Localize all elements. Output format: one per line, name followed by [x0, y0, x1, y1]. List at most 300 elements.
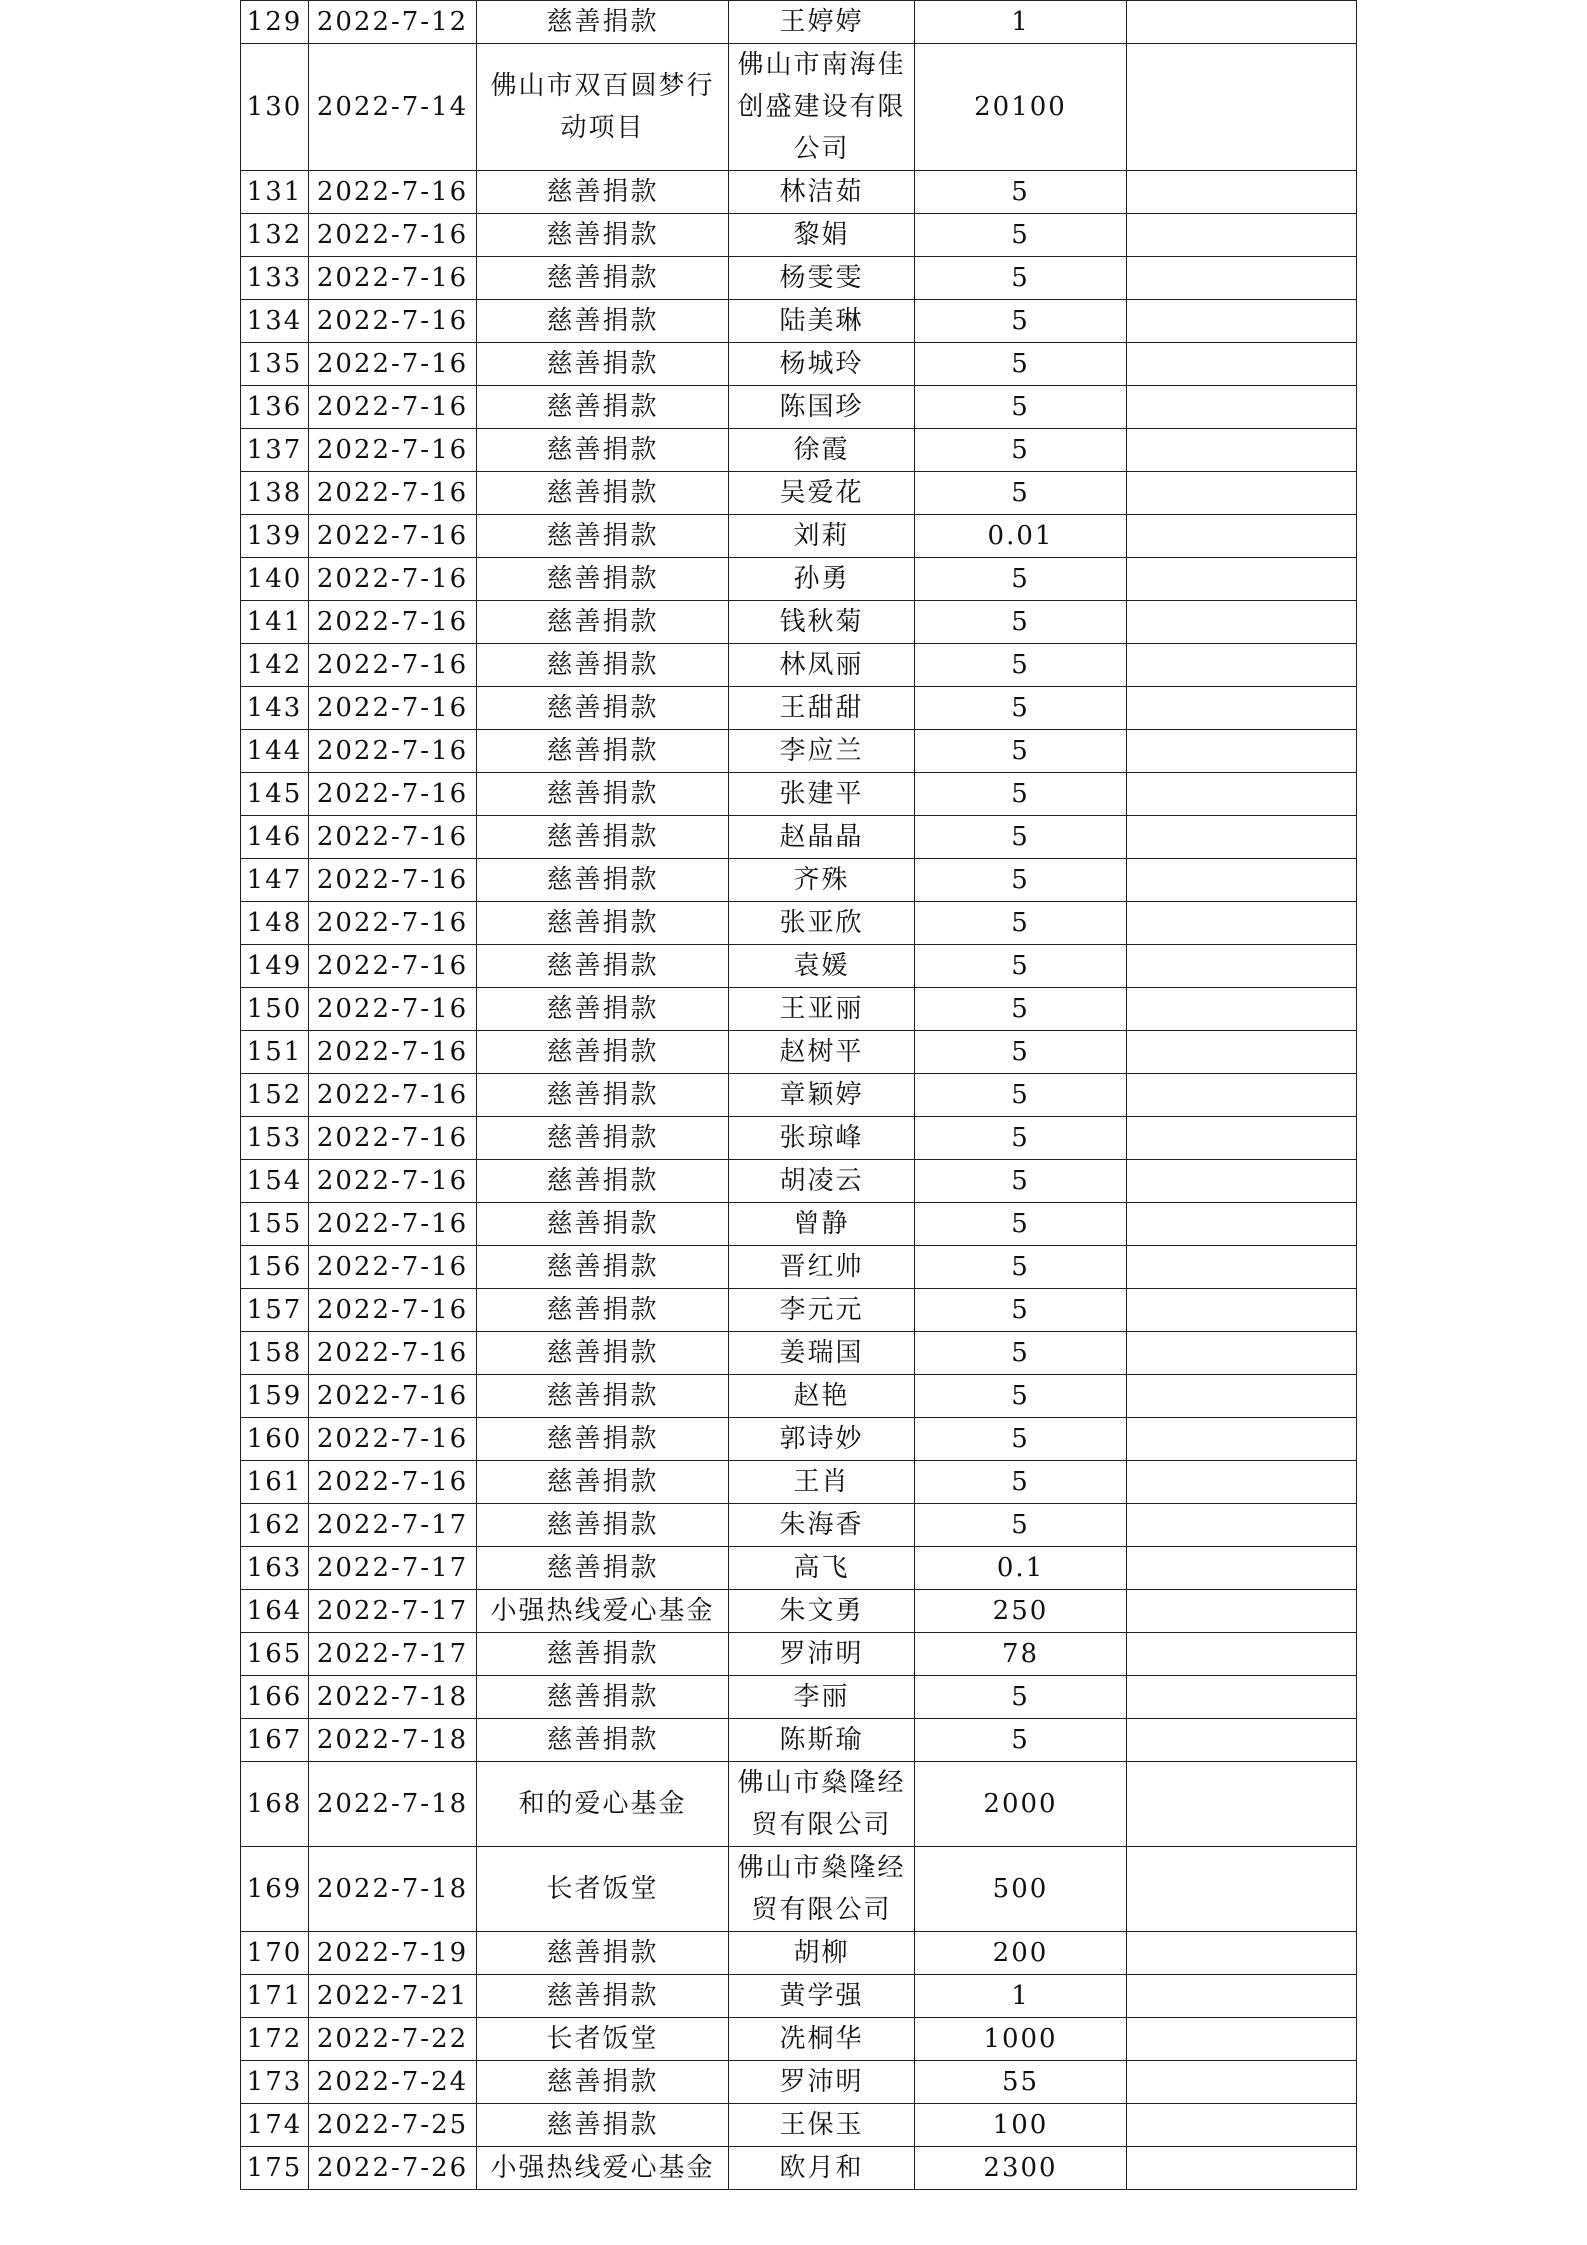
note-cell [1127, 1031, 1357, 1074]
note-cell [1127, 1160, 1357, 1203]
row-number-cell: 147 [241, 859, 309, 902]
date-cell: 2022-7-16 [309, 558, 477, 601]
table-row [241, 1719, 1357, 1762]
donor-cell: 徐霞 [729, 429, 915, 472]
note-cell [1127, 1676, 1357, 1719]
note-cell [1127, 1418, 1357, 1461]
project-cell: 慈善捐款 [477, 214, 729, 257]
date-cell: 2022-7-16 [309, 601, 477, 644]
amount-cell: 5 [915, 386, 1127, 429]
donor-cell: 朱文勇 [729, 1590, 915, 1633]
note-cell [1127, 558, 1357, 601]
project-cell: 慈善捐款 [477, 1246, 729, 1289]
table-row [241, 1074, 1357, 1117]
amount-cell: 5 [915, 773, 1127, 816]
note-cell [1127, 1932, 1357, 1975]
date-cell: 2022-7-16 [309, 171, 477, 214]
row-number-cell: 164 [241, 1590, 309, 1633]
table-row [241, 257, 1357, 300]
date-cell: 2022-7-16 [309, 988, 477, 1031]
table-row [241, 1289, 1357, 1332]
date-cell: 2022-7-18 [309, 1762, 477, 1847]
note-cell [1127, 644, 1357, 687]
row-number-cell: 169 [241, 1847, 309, 1932]
table-row [241, 214, 1357, 257]
donor-cell: 赵树平 [729, 1031, 915, 1074]
table-row [241, 300, 1357, 343]
donor-cell: 刘莉 [729, 515, 915, 558]
amount-cell: 5 [915, 1031, 1127, 1074]
donor-cell: 佛山市燊隆经贸有限公司 [729, 1762, 915, 1847]
project-cell: 慈善捐款 [477, 1418, 729, 1461]
table-row [241, 1418, 1357, 1461]
row-number-cell: 129 [241, 1, 309, 44]
donor-cell: 杨雯雯 [729, 257, 915, 300]
donor-cell: 张建平 [729, 773, 915, 816]
amount-cell: 5 [915, 687, 1127, 730]
donor-cell: 孙勇 [729, 558, 915, 601]
amount-cell: 5 [915, 300, 1127, 343]
note-cell [1127, 945, 1357, 988]
amount-cell: 1 [915, 1, 1127, 44]
project-cell: 慈善捐款 [477, 1289, 729, 1332]
table-row [241, 730, 1357, 773]
note-cell [1127, 859, 1357, 902]
row-number-cell: 150 [241, 988, 309, 1031]
table-row [241, 1117, 1357, 1160]
row-number-cell: 160 [241, 1418, 309, 1461]
project-cell: 慈善捐款 [477, 859, 729, 902]
project-cell: 慈善捐款 [477, 1332, 729, 1375]
date-cell: 2022-7-22 [309, 2018, 477, 2061]
project-cell: 慈善捐款 [477, 773, 729, 816]
project-cell: 慈善捐款 [477, 816, 729, 859]
table-row [241, 1246, 1357, 1289]
amount-cell: 5 [915, 730, 1127, 773]
table-row [241, 1762, 1357, 1847]
note-cell [1127, 773, 1357, 816]
donor-cell: 赵艳 [729, 1375, 915, 1418]
table-row [241, 687, 1357, 730]
table-row [241, 1633, 1357, 1676]
date-cell: 2022-7-17 [309, 1590, 477, 1633]
table-row [241, 386, 1357, 429]
table-row [241, 601, 1357, 644]
note-cell [1127, 1074, 1357, 1117]
row-number-cell: 146 [241, 816, 309, 859]
date-cell: 2022-7-16 [309, 515, 477, 558]
project-cell: 慈善捐款 [477, 988, 729, 1031]
table-row [241, 1375, 1357, 1418]
note-cell [1127, 44, 1357, 171]
project-cell: 慈善捐款 [477, 1203, 729, 1246]
project-cell: 慈善捐款 [477, 300, 729, 343]
amount-cell: 5 [915, 1332, 1127, 1375]
row-number-cell: 156 [241, 1246, 309, 1289]
donor-cell: 陆美琳 [729, 300, 915, 343]
note-cell [1127, 1332, 1357, 1375]
table-row [241, 2018, 1357, 2061]
amount-cell: 55 [915, 2061, 1127, 2104]
amount-cell: 5 [915, 1676, 1127, 1719]
row-number-cell: 139 [241, 515, 309, 558]
table-row [241, 1676, 1357, 1719]
note-cell [1127, 988, 1357, 1031]
date-cell: 2022-7-16 [309, 773, 477, 816]
note-cell [1127, 816, 1357, 859]
row-number-cell: 149 [241, 945, 309, 988]
amount-cell: 5 [915, 214, 1127, 257]
project-cell: 慈善捐款 [477, 2104, 729, 2147]
note-cell [1127, 2147, 1357, 2190]
row-number-cell: 157 [241, 1289, 309, 1332]
note-cell [1127, 214, 1357, 257]
row-number-cell: 168 [241, 1762, 309, 1847]
date-cell: 2022-7-12 [309, 1, 477, 44]
donor-cell: 吴爱花 [729, 472, 915, 515]
amount-cell: 5 [915, 1074, 1127, 1117]
project-cell: 慈善捐款 [477, 515, 729, 558]
amount-cell: 5 [915, 171, 1127, 214]
note-cell [1127, 1633, 1357, 1676]
project-cell: 小强热线爱心基金 [477, 2147, 729, 2190]
row-number-cell: 143 [241, 687, 309, 730]
row-number-cell: 161 [241, 1461, 309, 1504]
table-row [241, 2061, 1357, 2104]
donor-cell: 黎娟 [729, 214, 915, 257]
row-number-cell: 142 [241, 644, 309, 687]
donor-cell: 杨城玲 [729, 343, 915, 386]
donor-cell: 王亚丽 [729, 988, 915, 1031]
donor-cell: 袁媛 [729, 945, 915, 988]
amount-cell: 5 [915, 1246, 1127, 1289]
date-cell: 2022-7-18 [309, 1676, 477, 1719]
donor-cell: 章颖婷 [729, 1074, 915, 1117]
note-cell [1127, 1975, 1357, 2018]
project-cell: 慈善捐款 [477, 386, 729, 429]
note-cell [1127, 386, 1357, 429]
note-cell [1127, 1504, 1357, 1547]
table-row [241, 1, 1357, 44]
note-cell [1127, 515, 1357, 558]
note-cell [1127, 171, 1357, 214]
table-row [241, 1203, 1357, 1246]
project-cell: 慈善捐款 [477, 257, 729, 300]
donor-cell: 高飞 [729, 1547, 915, 1590]
amount-cell: 1000 [915, 2018, 1127, 2061]
amount-cell: 78 [915, 1633, 1127, 1676]
date-cell: 2022-7-17 [309, 1547, 477, 1590]
row-number-cell: 138 [241, 472, 309, 515]
project-cell: 小强热线爱心基金 [477, 1590, 729, 1633]
project-cell: 慈善捐款 [477, 902, 729, 945]
donor-cell: 欧月和 [729, 2147, 915, 2190]
note-cell [1127, 601, 1357, 644]
donor-cell: 曾静 [729, 1203, 915, 1246]
note-cell [1127, 902, 1357, 945]
date-cell: 2022-7-14 [309, 44, 477, 171]
amount-cell: 5 [915, 1375, 1127, 1418]
amount-cell: 2300 [915, 2147, 1127, 2190]
date-cell: 2022-7-17 [309, 1633, 477, 1676]
row-number-cell: 137 [241, 429, 309, 472]
row-number-cell: 171 [241, 1975, 309, 2018]
date-cell: 2022-7-16 [309, 816, 477, 859]
project-cell: 慈善捐款 [477, 644, 729, 687]
date-cell: 2022-7-16 [309, 1246, 477, 1289]
donor-cell: 林凤丽 [729, 644, 915, 687]
donor-cell: 林洁茹 [729, 171, 915, 214]
table-row [241, 515, 1357, 558]
note-cell [1127, 1719, 1357, 1762]
date-cell: 2022-7-16 [309, 257, 477, 300]
note-cell [1127, 1203, 1357, 1246]
project-cell: 慈善捐款 [477, 343, 729, 386]
date-cell: 2022-7-16 [309, 644, 477, 687]
row-number-cell: 152 [241, 1074, 309, 1117]
row-number-cell: 175 [241, 2147, 309, 2190]
project-cell: 慈善捐款 [477, 1031, 729, 1074]
date-cell: 2022-7-16 [309, 1332, 477, 1375]
project-cell: 慈善捐款 [477, 429, 729, 472]
note-cell [1127, 1289, 1357, 1332]
project-cell: 慈善捐款 [477, 1504, 729, 1547]
amount-cell: 5 [915, 1203, 1127, 1246]
project-cell: 慈善捐款 [477, 601, 729, 644]
table-row [241, 1461, 1357, 1504]
date-cell: 2022-7-16 [309, 472, 477, 515]
row-number-cell: 135 [241, 343, 309, 386]
donor-cell: 齐殊 [729, 859, 915, 902]
row-number-cell: 130 [241, 44, 309, 171]
date-cell: 2022-7-26 [309, 2147, 477, 2190]
table-row [241, 1504, 1357, 1547]
project-cell: 慈善捐款 [477, 1375, 729, 1418]
amount-cell: 250 [915, 1590, 1127, 1633]
donor-cell: 佛山市南海佳创盛建设有限公司 [729, 44, 915, 171]
project-cell: 慈善捐款 [477, 558, 729, 601]
project-cell: 慈善捐款 [477, 730, 729, 773]
table-row [241, 1975, 1357, 2018]
amount-cell: 5 [915, 816, 1127, 859]
project-cell: 慈善捐款 [477, 1719, 729, 1762]
amount-cell: 200 [915, 1932, 1127, 1975]
date-cell: 2022-7-21 [309, 1975, 477, 2018]
amount-cell: 5 [915, 343, 1127, 386]
date-cell: 2022-7-25 [309, 2104, 477, 2147]
donor-cell: 陈斯瑜 [729, 1719, 915, 1762]
amount-cell: 500 [915, 1847, 1127, 1932]
note-cell [1127, 300, 1357, 343]
project-cell: 佛山市双百圆梦行动项目 [477, 44, 729, 171]
donor-cell: 冼桐华 [729, 2018, 915, 2061]
project-cell: 慈善捐款 [477, 1074, 729, 1117]
amount-cell: 5 [915, 1289, 1127, 1332]
table-row [241, 558, 1357, 601]
date-cell: 2022-7-16 [309, 1074, 477, 1117]
amount-cell: 0.01 [915, 515, 1127, 558]
note-cell [1127, 472, 1357, 515]
row-number-cell: 153 [241, 1117, 309, 1160]
amount-cell: 5 [915, 257, 1127, 300]
amount-cell: 5 [915, 1117, 1127, 1160]
note-cell [1127, 2061, 1357, 2104]
project-cell: 慈善捐款 [477, 1160, 729, 1203]
project-cell: 长者饭堂 [477, 2018, 729, 2061]
note-cell [1127, 343, 1357, 386]
note-cell [1127, 1, 1357, 44]
amount-cell: 5 [915, 472, 1127, 515]
donor-cell: 张琼峰 [729, 1117, 915, 1160]
donor-cell: 罗沛明 [729, 2061, 915, 2104]
row-number-cell: 141 [241, 601, 309, 644]
row-number-cell: 167 [241, 1719, 309, 1762]
donation-table [240, 0, 1357, 2190]
donor-cell: 罗沛明 [729, 1633, 915, 1676]
table-row [241, 859, 1357, 902]
table-row [241, 1547, 1357, 1590]
note-cell [1127, 687, 1357, 730]
note-cell [1127, 1375, 1357, 1418]
table-row [241, 429, 1357, 472]
table-row [241, 2104, 1357, 2147]
date-cell: 2022-7-16 [309, 730, 477, 773]
row-number-cell: 133 [241, 257, 309, 300]
donor-cell: 郭诗妙 [729, 1418, 915, 1461]
date-cell: 2022-7-18 [309, 1719, 477, 1762]
date-cell: 2022-7-16 [309, 214, 477, 257]
amount-cell: 100 [915, 2104, 1127, 2147]
table-row [241, 1847, 1357, 1932]
row-number-cell: 174 [241, 2104, 309, 2147]
donor-cell: 王婷婷 [729, 1, 915, 44]
table-row [241, 902, 1357, 945]
date-cell: 2022-7-18 [309, 1847, 477, 1932]
amount-cell: 5 [915, 601, 1127, 644]
donor-cell: 王肖 [729, 1461, 915, 1504]
row-number-cell: 166 [241, 1676, 309, 1719]
project-cell: 慈善捐款 [477, 2061, 729, 2104]
donor-cell: 朱海香 [729, 1504, 915, 1547]
table-row [241, 1031, 1357, 1074]
date-cell: 2022-7-16 [309, 687, 477, 730]
project-cell: 慈善捐款 [477, 1117, 729, 1160]
date-cell: 2022-7-16 [309, 902, 477, 945]
date-cell: 2022-7-16 [309, 1117, 477, 1160]
table-row [241, 816, 1357, 859]
date-cell: 2022-7-24 [309, 2061, 477, 2104]
note-cell [1127, 2104, 1357, 2147]
date-cell: 2022-7-16 [309, 386, 477, 429]
table-row [241, 2147, 1357, 2190]
row-number-cell: 136 [241, 386, 309, 429]
date-cell: 2022-7-17 [309, 1504, 477, 1547]
donor-cell: 晋红帅 [729, 1246, 915, 1289]
note-cell [1127, 1246, 1357, 1289]
donor-cell: 黄学强 [729, 1975, 915, 2018]
row-number-cell: 154 [241, 1160, 309, 1203]
date-cell: 2022-7-16 [309, 1203, 477, 1246]
table-row [241, 1590, 1357, 1633]
project-cell: 和的爱心基金 [477, 1762, 729, 1847]
table-row [241, 644, 1357, 687]
table-body [241, 1, 1357, 2190]
row-number-cell: 140 [241, 558, 309, 601]
note-cell [1127, 1847, 1357, 1932]
date-cell: 2022-7-16 [309, 1375, 477, 1418]
row-number-cell: 163 [241, 1547, 309, 1590]
row-number-cell: 159 [241, 1375, 309, 1418]
row-number-cell: 173 [241, 2061, 309, 2104]
row-number-cell: 162 [241, 1504, 309, 1547]
note-cell [1127, 429, 1357, 472]
note-cell [1127, 1762, 1357, 1847]
amount-cell: 5 [915, 902, 1127, 945]
row-number-cell: 132 [241, 214, 309, 257]
project-cell: 长者饭堂 [477, 1847, 729, 1932]
date-cell: 2022-7-16 [309, 945, 477, 988]
amount-cell: 5 [915, 988, 1127, 1031]
amount-cell: 5 [915, 644, 1127, 687]
row-number-cell: 172 [241, 2018, 309, 2061]
note-cell [1127, 730, 1357, 773]
amount-cell: 20100 [915, 44, 1127, 171]
date-cell: 2022-7-16 [309, 1289, 477, 1332]
donor-cell: 胡柳 [729, 1932, 915, 1975]
date-cell: 2022-7-16 [309, 300, 477, 343]
table-row [241, 472, 1357, 515]
row-number-cell: 134 [241, 300, 309, 343]
note-cell [1127, 1117, 1357, 1160]
donor-cell: 李丽 [729, 1676, 915, 1719]
date-cell: 2022-7-16 [309, 1031, 477, 1074]
date-cell: 2022-7-16 [309, 1461, 477, 1504]
note-cell [1127, 2018, 1357, 2061]
table-row [241, 343, 1357, 386]
donor-cell: 李元元 [729, 1289, 915, 1332]
row-number-cell: 165 [241, 1633, 309, 1676]
donor-cell: 胡凌云 [729, 1160, 915, 1203]
table-row [241, 988, 1357, 1031]
project-cell: 慈善捐款 [477, 1, 729, 44]
amount-cell: 1 [915, 1975, 1127, 2018]
date-cell: 2022-7-16 [309, 343, 477, 386]
donor-cell: 钱秋菊 [729, 601, 915, 644]
project-cell: 慈善捐款 [477, 1975, 729, 2018]
amount-cell: 5 [915, 558, 1127, 601]
amount-cell: 5 [915, 1418, 1127, 1461]
project-cell: 慈善捐款 [477, 945, 729, 988]
donor-cell: 李应兰 [729, 730, 915, 773]
donor-cell: 赵晶晶 [729, 816, 915, 859]
date-cell: 2022-7-16 [309, 859, 477, 902]
table-row [241, 171, 1357, 214]
amount-cell: 5 [915, 859, 1127, 902]
date-cell: 2022-7-16 [309, 1160, 477, 1203]
donor-cell: 姜瑞国 [729, 1332, 915, 1375]
row-number-cell: 170 [241, 1932, 309, 1975]
project-cell: 慈善捐款 [477, 472, 729, 515]
row-number-cell: 155 [241, 1203, 309, 1246]
project-cell: 慈善捐款 [477, 1676, 729, 1719]
donor-cell: 王保玉 [729, 2104, 915, 2147]
amount-cell: 5 [915, 945, 1127, 988]
table-row [241, 773, 1357, 816]
table-row [241, 1932, 1357, 1975]
donor-cell: 佛山市燊隆经贸有限公司 [729, 1847, 915, 1932]
donor-cell: 陈国珍 [729, 386, 915, 429]
row-number-cell: 145 [241, 773, 309, 816]
